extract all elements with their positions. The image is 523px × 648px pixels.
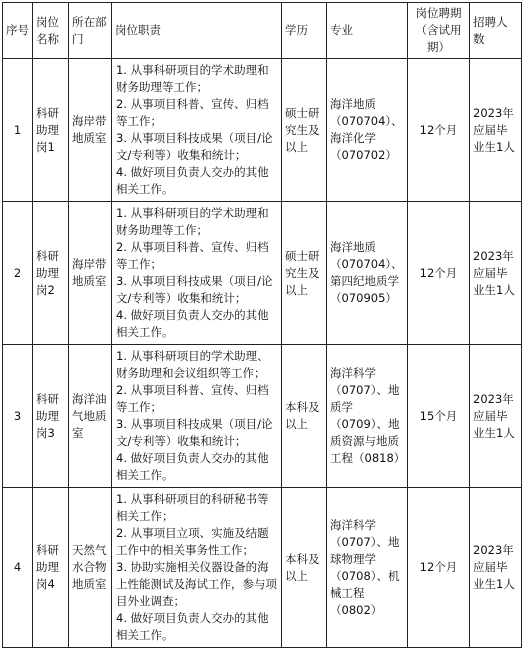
cell-period: 12个月: [408, 59, 470, 202]
cell-dept: 海岸带地质室: [69, 202, 112, 345]
cell-edu: 硕士研究生及以上: [282, 202, 327, 345]
header-period: 岗位聘期（含试用期）: [408, 3, 470, 59]
header-dept: 所在部门: [69, 3, 112, 59]
recruitment-table: [2, 2, 522, 648]
cell-post: 科研助理岗4: [33, 488, 69, 648]
header-duty: 岗位职责: [112, 3, 282, 59]
cell-no: 1: [3, 59, 33, 202]
table-row: [3, 59, 522, 202]
cell-major: 海洋地质（070704）、第四纪地质学（070905）: [327, 202, 408, 345]
cell-post: 科研助理岗1: [33, 59, 69, 202]
duty-item: 2. 从事项目立项、实施及结题工作中的相关事务性工作；: [116, 526, 269, 557]
duty-item: 3. 从事项目科技成果（项目/论文/专利等）收集和统计；: [116, 274, 273, 305]
duty-item: 4. 做好项目负责人交办的其他相关工作。: [116, 165, 269, 196]
cell-post: 科研助理岗3: [33, 345, 69, 488]
cell-num: 2023年应届毕业生1人: [470, 59, 522, 202]
table-row: [3, 202, 522, 345]
duty-item: 2. 从事项目科普、宣传、归档等工作；: [116, 97, 269, 128]
table-row: [3, 345, 522, 488]
cell-period: 12个月: [408, 202, 470, 345]
cell-no: 4: [3, 488, 33, 648]
duty-item: 3. 从事项目科技成果（项目/论文/专利等）收集和统计；: [116, 131, 273, 162]
cell-edu: 本科及以上: [282, 345, 327, 488]
cell-post: 科研助理岗2: [33, 202, 69, 345]
cell-edu: 硕士研究生及以上: [282, 59, 327, 202]
cell-num: 2023年应届毕业生1人: [470, 345, 522, 488]
cell-duty: [112, 202, 282, 345]
duty-item: 1. 从事科研项目的学术助理和财务助理等工作；: [116, 63, 269, 94]
cell-major: 海洋科学（0707）、地质学（0709）、地质资源与地质工程（0818）: [327, 345, 408, 488]
duty-item: 1. 从事科研项目的学术助理和财务助理等工作；: [116, 206, 269, 237]
cell-no: 3: [3, 345, 33, 488]
cell-dept: 天然气水合物地质室: [69, 488, 112, 648]
cell-duty: [112, 59, 282, 202]
duty-item: 4. 做好项目负责人交办的其他相关工作。: [116, 308, 269, 339]
cell-dept: 海岸带地质室: [69, 59, 112, 202]
duty-item: 4. 做好项目负责人交办的其他相关工作。: [116, 451, 269, 482]
cell-duty: [112, 488, 282, 648]
duty-item: 2. 从事项目科普、宣传、归档等工作；: [116, 383, 269, 414]
cell-num: 2023年应届毕业生1人: [470, 488, 522, 648]
cell-major: 海洋科学（0707）、地球物理学（0708）、机械工程（0802）: [327, 488, 408, 648]
duty-item: 2. 从事项目科普、宣传、归档等工作；: [116, 240, 269, 271]
cell-period: 15个月: [408, 345, 470, 488]
cell-duty: [112, 345, 282, 488]
table-row: [3, 488, 522, 648]
cell-period: 12个月: [408, 488, 470, 648]
cell-no: 2: [3, 202, 33, 345]
duty-item: 1. 从事科研项目的学术助理、财务助理和会议组织等工作；: [116, 349, 269, 380]
duty-item: 3. 协助实施相关仪器设备的海上性能测试及海试工作，参与项目外业调查；: [116, 560, 277, 608]
cell-edu: 本科及以上: [282, 488, 327, 648]
duty-item: 3. 从事项目科技成果（项目/论文/专利等）收集和统计；: [116, 417, 273, 448]
cell-major: 海洋地质（070704）、海洋化学（070702）: [327, 59, 408, 202]
header-no: 序号: [3, 3, 33, 59]
duty-item: 4. 做好项目负责人交办的其他相关工作。: [116, 611, 269, 642]
header-post: 岗位名称: [33, 3, 69, 59]
header-major: 专业: [327, 3, 408, 59]
header-num: 招聘人数: [470, 3, 522, 59]
duty-item: 1. 从事科研项目的科研秘书等相关工作；: [116, 492, 269, 523]
header-row: [3, 3, 522, 59]
cell-num: 2023年应届毕业生1人: [470, 202, 522, 345]
cell-dept: 海洋油气地质室: [69, 345, 112, 488]
header-edu: 学历: [282, 3, 327, 59]
